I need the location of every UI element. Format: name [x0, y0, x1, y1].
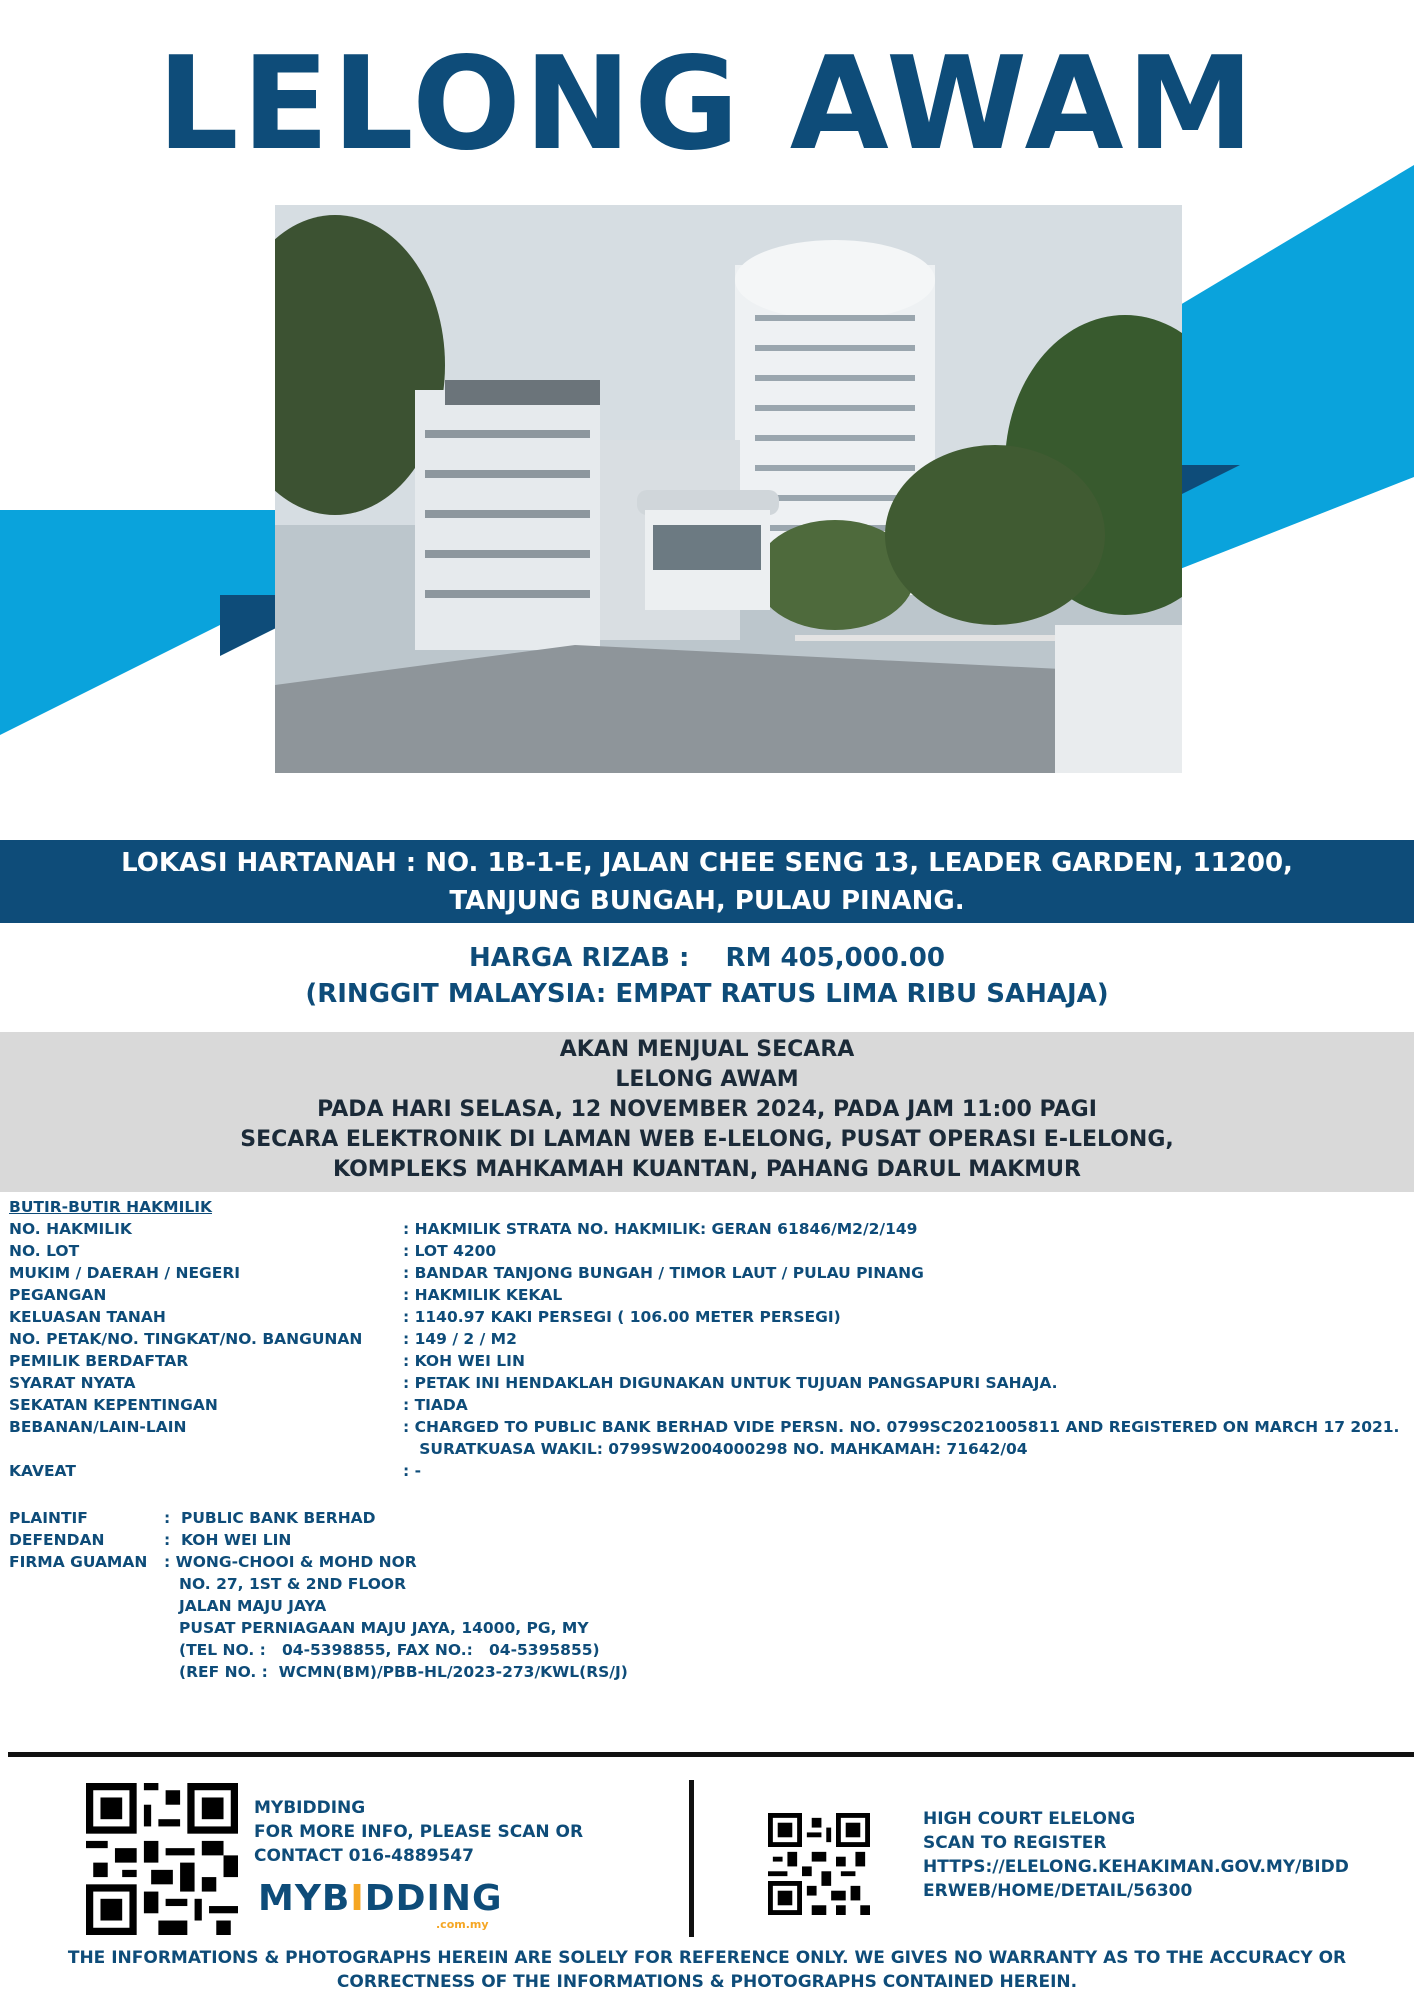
detail-row: PEMILIK BERDAFTAR : KOH WEI LIN — [9, 1352, 525, 1370]
title-details — [9, 1196, 1409, 1482]
detail-row: NO. PETAK/NO. TINGKAT/NO. BANGUNAN : 149 / 2 / M2 — [9, 1330, 517, 1348]
location-line-1: LOKASI HARTANAH : NO. 1B-1-E, JALAN CHEE SENG 13, LEADER GARDEN, 11200, — [121, 848, 1293, 878]
disclaimer: THE INFORMATIONS & PHOTOGRAPHS HEREIN ARE SOLELY FOR REFERENCE ONLY. WE GIVES NO WARRANTY AS TO THE ACCURACY OR CORRECTNESS OF THE INFORMATIONS & PHOTOGRAPHS CONTAINED HEREIN. — [67, 1948, 1347, 1992]
mybidding-qr-code-icon[interactable] — [86, 1783, 238, 1935]
detail-row: SEKATAN KEPENTINGAN : TIADA — [9, 1396, 468, 1414]
detail-row: NO. LOT : LOT 4200 — [9, 1242, 497, 1260]
elelong-contact: HIGH COURT ELELONG SCAN TO REGISTER HTTPS://ELELONG.KEHAKIMAN.GOV.MY/BIDD ERWEB/HOME/DETAIL/56300 — [923, 1809, 1349, 1901]
left-decor-shape — [0, 510, 280, 740]
reserve-price-amount: HARGA RIZAB : RM 405,000.00 — [469, 943, 945, 973]
detail-row: KAVEAT : - — [9, 1462, 422, 1480]
auction-announcement — [0, 1032, 1414, 1192]
detail-row: MUKIM / DAERAH / NEGERI : BANDAR TANJONG BUNGAH / TIMOR LAUT / PULAU PINANG — [9, 1264, 924, 1282]
mybidding-contact: MYBIDDING FOR MORE INFO, PLEASE SCAN OR CONTACT 016-4889547 — [254, 1798, 584, 1866]
auction-line: KOMPLEKS MAHKAMAH KUANTAN, PAHANG DARUL MAKMUR — [333, 1157, 1081, 1182]
auction-line: PADA HARI SELASA, 12 NOVEMBER 2024, PADA JAM 11:00 PAGI — [317, 1097, 1097, 1122]
details-heading: BUTIR-BUTIR HAKMILIK — [9, 1198, 213, 1216]
case-parties — [9, 1507, 628, 1683]
detail-row: NO. HAKMILIK : HAKMILIK STRATA NO. HAKMILIK: GERAN 61846/M2/2/149 — [9, 1220, 918, 1238]
footer-column-divider — [689, 1780, 694, 1937]
elelong-link[interactable]: HTTPS://ELELONG.KEHAKIMAN.GOV.MY/BIDD — [923, 1857, 1349, 1877]
plaintiff-row: PLAINTIF : PUBLIC BANK BERHAD — [9, 1509, 376, 1527]
reserve-price-words: (RINGGIT MALAYSIA: EMPAT RATUS LIMA RIBU SAHAJA) — [305, 979, 1109, 1009]
page-title: LELONG AWAM — [157, 30, 1257, 179]
detail-row: PEGANGAN : HAKMILIK KEKAL — [9, 1286, 563, 1304]
auction-line: SECARA ELEKTRONIK DI LAMAN WEB E-LELONG, PUSAT OPERASI E-LELONG, — [240, 1127, 1174, 1152]
law-firm-row: FIRMA GUAMAN : WONG-CHOOI & MOHD NOR — [9, 1553, 417, 1571]
auction-line: LELONG AWAM — [615, 1067, 799, 1092]
detail-row: BEBANAN/LAIN-LAIN : CHARGED TO PUBLIC BANK BERHAD VIDE PERSN. NO. 0799SC2021005811 AND REGISTERED ON MARCH 17 2021. — [9, 1418, 1400, 1436]
mybidding-logo: MYBIDDING — [258, 1878, 503, 1919]
detail-row: KELUASAN TANAH : 1140.97 KAKI PERSEGI ( 106.00 METER PERSEGI) — [9, 1308, 841, 1326]
auction-line: AKAN MENJUAL SECARA — [559, 1037, 855, 1062]
footer-divider — [8, 1752, 1414, 1757]
location-line-2: TANJUNG BUNGAH, PULAU PINANG. — [449, 886, 965, 916]
mybidding-logo-domain: .com.my — [436, 1918, 489, 1931]
detail-row: SURATKUASA WAKIL: 0799SW2004000298 NO. MAHKAMAH: 71642/04 — [403, 1440, 1028, 1458]
reserve-price — [0, 940, 1414, 1012]
detail-row: SYARAT NYATA : PETAK INI HENDAKLAH DIGUNAKAN UNTUK TUJUAN PANGSAPURI SAHAJA. — [9, 1374, 1058, 1392]
defendant-row: DEFENDAN : KOH WEI LIN — [9, 1531, 292, 1549]
property-photo — [275, 205, 1182, 773]
elelong-qr-code-icon[interactable] — [768, 1813, 870, 1915]
elelong-link-cont[interactable]: ERWEB/HOME/DETAIL/56300 — [923, 1881, 1193, 1901]
location-banner — [0, 840, 1414, 923]
right-decor-shape — [1180, 165, 1414, 575]
law-firm-address: NO. 27, 1ST & 2ND FLOOR JALAN MAJU JAYA PUSAT PERNIAGAAN MAJU JAYA, 14000, PG, MY (TEL NO. : 04-5398855, FAX NO.: 04-5395855) (REF NO. : WCMN(BM)/PBB-HL/2023-273/KWL(RS/J) — [179, 1575, 628, 1681]
